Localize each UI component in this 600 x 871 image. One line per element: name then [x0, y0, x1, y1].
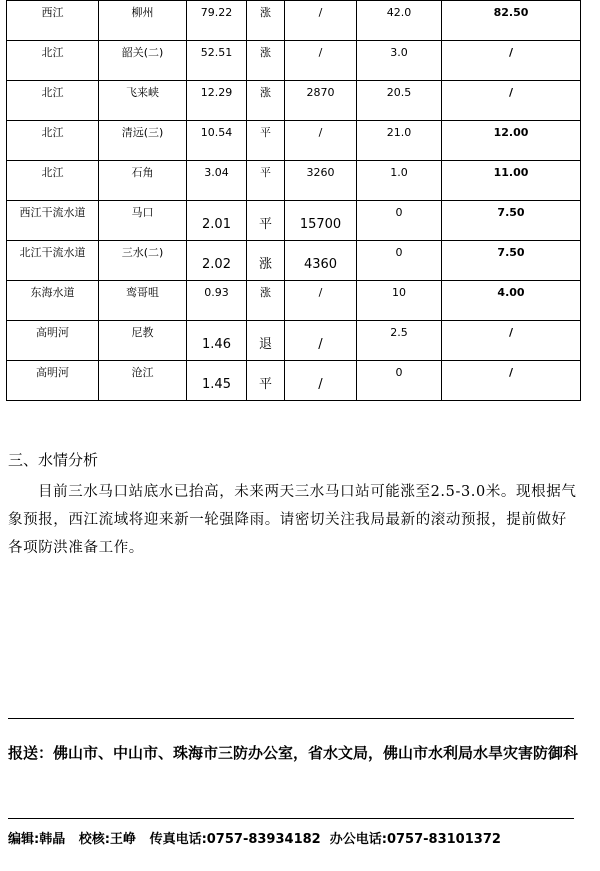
cell-text: 7.50 [497, 246, 525, 259]
cell-text: 7.50 [497, 206, 525, 219]
cell-station [99, 121, 187, 161]
cell-forecast [442, 281, 581, 321]
hydrology-table [6, 0, 581, 401]
footer [8, 828, 501, 847]
cell-text: 15700 [299, 217, 342, 232]
cell-trend [247, 241, 285, 281]
cell-text: 1.45 [202, 377, 231, 392]
cell-river [7, 281, 99, 321]
cell-forecast [442, 201, 581, 241]
table-row [7, 361, 581, 401]
divider-top [8, 718, 574, 719]
editor: 编辑:韩晶 [8, 832, 66, 847]
cell-text: 涨 [260, 46, 271, 59]
cell-text: 平 [260, 166, 271, 179]
table-row [7, 201, 581, 241]
cell-trend [247, 121, 285, 161]
cell-station [99, 281, 187, 321]
cell-text: 0.93 [204, 286, 229, 299]
cell-station [99, 1, 187, 41]
cell-trend [247, 281, 285, 321]
fax-number: 传真电话:0757-83934182 [149, 832, 321, 847]
cell-text: 79.22 [200, 6, 233, 19]
cell-text: 涨 [258, 257, 272, 272]
cell-text: 20.5 [386, 86, 412, 99]
cell-text: / [508, 366, 514, 379]
cell-text: 高明河 [36, 366, 69, 379]
cell-text: 西江 [41, 6, 64, 19]
cell-river [7, 121, 99, 161]
cell-river [7, 321, 99, 361]
cell-text: 平 [258, 377, 272, 392]
cell-change [357, 241, 442, 281]
reviewer: 校核:王峥 [78, 832, 136, 847]
cell-change [357, 121, 442, 161]
cell-change [357, 361, 442, 401]
cell-text: 高明河 [36, 326, 69, 339]
cell-river [7, 161, 99, 201]
cell-flow [285, 281, 357, 321]
cell-text: 82.50 [493, 6, 529, 19]
cell-text: 退 [258, 337, 272, 352]
table-row [7, 81, 581, 121]
cell-text: / [508, 86, 514, 99]
cell-text: 涨 [260, 6, 271, 19]
cell-text: / [318, 286, 323, 299]
cell-forecast [442, 41, 581, 81]
cell-text: 12.29 [200, 86, 233, 99]
cell-forecast [442, 121, 581, 161]
cell-text: 2870 [306, 86, 335, 99]
cell-level [187, 201, 247, 241]
cell-change [357, 41, 442, 81]
cell-level [187, 321, 247, 361]
cell-level [187, 161, 247, 201]
cell-river [7, 1, 99, 41]
cell-text: 马口 [131, 206, 154, 219]
cell-trend [247, 41, 285, 81]
cell-forecast [442, 161, 581, 201]
cell-text: 清远(三) [121, 126, 164, 139]
cell-flow [285, 121, 357, 161]
cell-forecast [442, 321, 581, 361]
report-to: 报送：佛山市、中山市、珠海市三防办公室，省水文局，佛山市水利局水旱灾害防御科 [8, 744, 579, 762]
cell-text: 平 [260, 126, 271, 139]
cell-river [7, 201, 99, 241]
analysis-paragraph [8, 478, 578, 562]
cell-text: 0 [395, 206, 403, 219]
cell-text: 10.54 [200, 126, 233, 139]
cell-text: 4360 [303, 257, 338, 272]
cell-forecast [442, 361, 581, 401]
cell-text: 2.5 [390, 326, 408, 339]
cell-trend [247, 81, 285, 121]
cell-station [99, 81, 187, 121]
cell-text: 2.01 [202, 217, 231, 232]
cell-trend [247, 321, 285, 361]
cell-text: 北江 [41, 46, 64, 59]
cell-forecast [442, 81, 581, 121]
cell-change [357, 281, 442, 321]
table-row [7, 241, 581, 281]
cell-text: 北江干流水道 [19, 246, 86, 259]
cell-station [99, 321, 187, 361]
divider-bottom [8, 818, 574, 819]
cell-flow [285, 241, 357, 281]
cell-river [7, 41, 99, 81]
cell-forecast [442, 241, 581, 281]
cell-text: 42.0 [386, 6, 412, 19]
cell-text: 3.0 [390, 46, 408, 59]
cell-flow [285, 361, 357, 401]
cell-flow [285, 321, 357, 361]
cell-text: / [318, 126, 323, 139]
cell-station [99, 41, 187, 81]
cell-text: 尼教 [131, 326, 154, 339]
cell-level [187, 361, 247, 401]
cell-river [7, 241, 99, 281]
cell-flow [285, 41, 357, 81]
cell-station [99, 201, 187, 241]
table-row [7, 321, 581, 361]
cell-text: 柳州 [131, 6, 154, 19]
cell-text: 东海水道 [30, 286, 75, 299]
cell-text: 11.00 [493, 166, 529, 179]
table-row [7, 1, 581, 41]
cell-change [357, 1, 442, 41]
cell-change [357, 161, 442, 201]
cell-trend [247, 201, 285, 241]
cell-text: 2.02 [202, 257, 231, 272]
cell-level [187, 281, 247, 321]
table-row [7, 161, 581, 201]
table-body [7, 1, 581, 401]
cell-text: 4.00 [497, 286, 525, 299]
cell-level [187, 241, 247, 281]
cell-text: 1.0 [390, 166, 408, 179]
cell-text: 0 [395, 246, 403, 259]
cell-text: 21.0 [386, 126, 412, 139]
cell-text: 北江 [41, 126, 64, 139]
cell-change [357, 201, 442, 241]
cell-text: / [318, 377, 323, 392]
office-number: 办公电话:0757-83101372 [329, 832, 501, 847]
cell-station [99, 361, 187, 401]
cell-station [99, 161, 187, 201]
cell-text: 北江 [41, 86, 64, 99]
cell-text: 1.46 [202, 337, 231, 352]
cell-forecast [442, 1, 581, 41]
cell-text: 3260 [306, 166, 335, 179]
cell-text: 韶关(二) [121, 46, 164, 59]
cell-text: / [508, 46, 514, 59]
cell-text: 鸾哥咀 [126, 286, 159, 299]
table-row [7, 41, 581, 81]
cell-change [357, 321, 442, 361]
cell-level [187, 121, 247, 161]
cell-trend [247, 161, 285, 201]
cell-flow [285, 201, 357, 241]
cell-text: 3.04 [204, 166, 229, 179]
cell-text: / [508, 326, 514, 339]
cell-river [7, 81, 99, 121]
cell-text: 涨 [260, 86, 271, 99]
cell-change [357, 81, 442, 121]
table-row [7, 281, 581, 321]
cell-flow [285, 1, 357, 41]
cell-text: / [318, 46, 323, 59]
cell-text: 平 [258, 217, 272, 232]
cell-level [187, 81, 247, 121]
cell-trend [247, 1, 285, 41]
cell-trend [247, 361, 285, 401]
cell-text: 飞来峡 [126, 86, 159, 99]
table-row [7, 121, 581, 161]
cell-flow [285, 161, 357, 201]
cell-text: 52.51 [200, 46, 233, 59]
cell-level [187, 1, 247, 41]
cell-text: 西江干流水道 [19, 206, 86, 219]
cell-text: 沧江 [131, 366, 154, 379]
cell-text: 0 [395, 366, 403, 379]
cell-text: 12.00 [493, 126, 529, 139]
cell-text: 三水(二) [121, 246, 164, 259]
cell-flow [285, 81, 357, 121]
analysis-text: 目前三水马口站底水已抬高，未来两天三水马口站可能涨至2.5-3.0米。现根据气象预报，西江流域将迎来新一轮强降雨。请密切关注我局最新的滚动预报，提前做好各项防洪准备工作。 [8, 484, 577, 556]
cell-station [99, 241, 187, 281]
cell-text: 北江 [41, 166, 64, 179]
cell-level [187, 41, 247, 81]
cell-river [7, 361, 99, 401]
cell-text: 石角 [131, 166, 154, 179]
cell-text: / [318, 337, 323, 352]
section-heading: 三、水情分析 [8, 451, 99, 469]
cell-text: / [318, 6, 323, 19]
cell-text: 10 [392, 286, 406, 299]
cell-text: 涨 [260, 286, 271, 299]
